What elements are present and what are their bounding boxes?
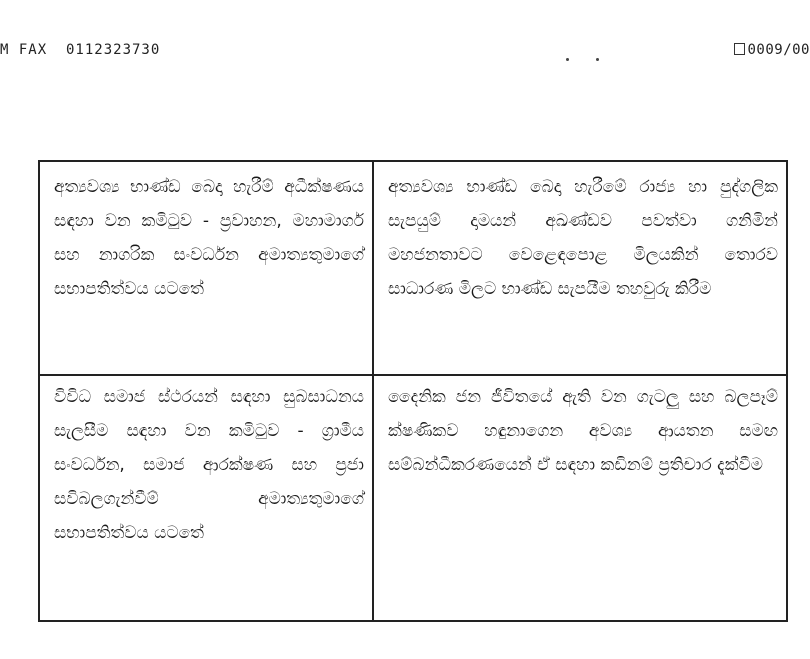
committee-cell: විවිධ සමාජ ස්ථරයන් සඳහා සුබසාධනය සැලසීම සඳහා වන කමිටුව - ග්‍රාමීය සංවර්ධන, සමාජ ආරක්ෂණ සහ ප්‍රජා සවිබලගැන්වීම් අමාත්‍යතුමාගේ සභාපතිත්වය යටතේ — [39, 375, 373, 621]
mandate-cell: දෛනික ජන ජීවිතයේ ඇති වන ගැටලු සහ බලපෑම් ක්ෂණිකව හඳුනාගෙන අවශ්‍ය ආයතන සමඟ සම්බන්ධීකරණයෙන් ඒ සඳහා කඩිනම් ප්‍රතිචාර දැක්වීම — [373, 375, 787, 621]
fax-page-counter-wrap — [734, 42, 810, 58]
committee-cell: අත්‍යවශ්‍ය භාණ්ඩ බෙදා හැරීම් අධීක්ෂණය සඳහා වන කමිටුව - ප්‍රවාහන, මහාමාර්ග සහ නාගරික සංවර්ධන අමාත්‍යතුමාගේ සභාපතිත්වය යටතේ — [39, 161, 373, 375]
fax-sender-line: M FAX 0112323730 — [0, 42, 161, 58]
checkbox-icon — [734, 43, 745, 55]
scan-speck — [596, 58, 599, 61]
committee-table — [38, 160, 788, 622]
table-row — [39, 161, 787, 375]
fax-header — [0, 42, 810, 64]
table-row — [39, 375, 787, 621]
mandate-cell: අත්‍යවශ්‍ය භාණ්ඩ බෙදා හැරීමේ රාජ්‍ය හා පුද්ගලික සැපයුම් දාමයන් අඛණ්ඩව පවත්වා ගනිමින් මහජනතාවට වෙළෙඳපොළ මිලයකින් තොරව සාධාරණ මිලට භාණ්ඩ සැපයීම තහවුරු කිරීම — [373, 161, 787, 375]
fax-page-counter: 0009/00 — [747, 42, 810, 58]
scan-speck — [566, 58, 569, 61]
